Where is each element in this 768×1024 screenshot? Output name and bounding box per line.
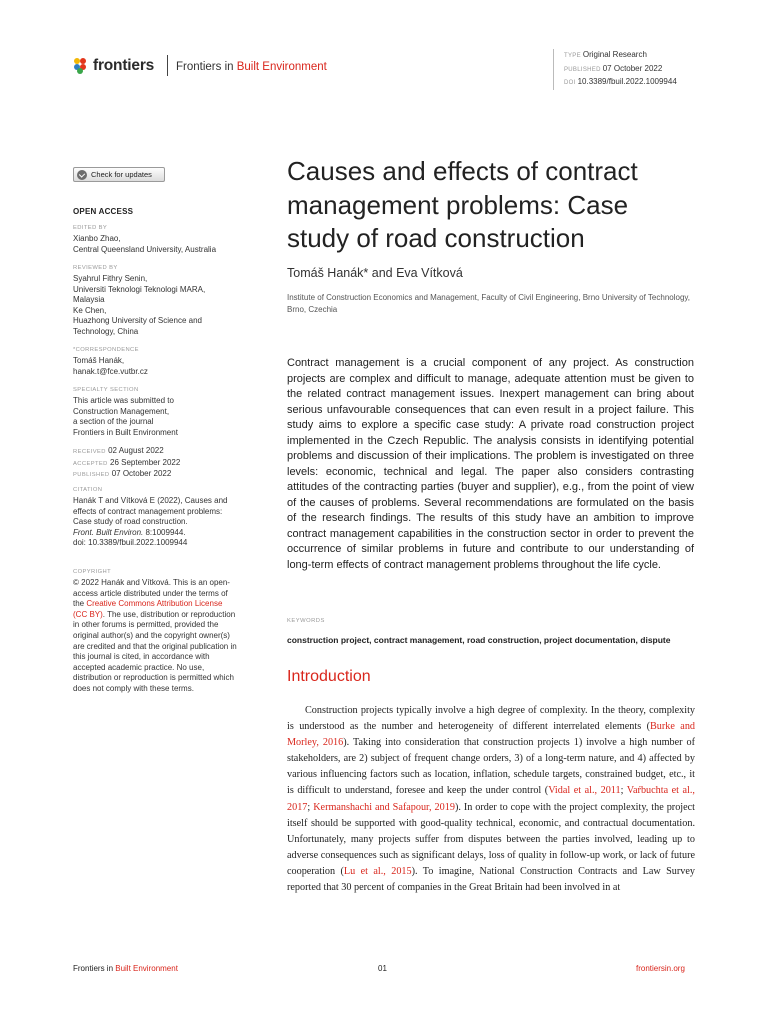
cc-license-link[interactable]: Creative Commons Attribution License (CC BY) bbox=[73, 599, 223, 619]
citation-link[interactable]: Vaŕbuchta et al., 2017 bbox=[287, 785, 695, 813]
specialty-section bbox=[73, 386, 238, 438]
citation-link[interactable]: Kermanshachi and Safapour, 2019 bbox=[313, 801, 455, 813]
specialty-line: Frontiers in Built Environment bbox=[73, 427, 178, 437]
frontiers-dots-icon bbox=[74, 58, 90, 74]
correspondence-section bbox=[73, 346, 238, 377]
copyright-text-2: . The use, distribution or reproduction in other forums is permitted, provided the original author(s) and the copyright owner(s) are credited and that the original publication in this journal is cited, in accordance with accepted academic practice. No use, distribution or reproduction is permitted which does not comply with these terms. bbox=[73, 609, 237, 693]
authors[interactable]: Tomáš Hanák* and Eva Vítková bbox=[287, 266, 463, 280]
journal-name[interactable] bbox=[176, 61, 327, 73]
specialty-label: SPECIALTY SECTION bbox=[73, 387, 139, 393]
citation-link[interactable]: Vidal et al., 2011 bbox=[548, 785, 621, 797]
editor-name: Xianbo Zhao, bbox=[73, 234, 121, 243]
article-meta bbox=[553, 49, 677, 90]
doi-value[interactable]: 10.3389/fbuil.2022.1009944 bbox=[577, 77, 677, 86]
received-date: 02 August 2022 bbox=[108, 446, 164, 455]
keywords: construction project, contract management, road construction, project documentation, dispute bbox=[287, 635, 671, 645]
citation-main: Hanák T and Vítková E (2022), Causes and effects of contract management problems: Case study of road construction. bbox=[73, 496, 228, 527]
open-access-label: OPEN ACCESS bbox=[73, 207, 134, 216]
citation-text bbox=[73, 496, 238, 549]
citation-label: CITATION bbox=[73, 487, 103, 493]
editor-affiliation: Central Queensland University, Australia bbox=[73, 244, 217, 254]
specialty-line: This article was submitted to bbox=[73, 396, 174, 405]
intro-text: ). Taking into consideration that construction projects 1) involve a high number of stakeholders, are 2) subject of frequent change orders, 3) of a long-term nature, and 4) affected by various influencing factors such as location, inflation, schedule targets, constrained budget, etc., it is difficult to understand, foresee and keep the under control ( bbox=[287, 737, 695, 797]
edited-by-section bbox=[73, 224, 238, 255]
frontiers-logo[interactable] bbox=[74, 57, 154, 75]
reviewed-by-label: REVIEWED BY bbox=[73, 265, 118, 271]
article-title: Causes and effects of contract management problems: Case study of road construction bbox=[287, 156, 638, 253]
correspondent-name: Tomáš Hanák, bbox=[73, 356, 125, 365]
citation-link[interactable]: Burke and Morley, 2016 bbox=[287, 721, 696, 749]
introduction-heading: Introduction bbox=[287, 668, 371, 685]
citation-doi[interactable]: doi: 10.3389/fbuil.2022.1009944 bbox=[73, 538, 188, 548]
type-value: Original Research bbox=[582, 50, 647, 59]
abstract: Contract management is a crucial component of any project. As construction projects are complex and difficult to manage, adequate attention must be given to the related contract management issues. Inexpert management can bring about serious unfavourable consequences that can even result in a project failure. This study aims to explore a specific case study: A private road construction project implemented in the Czech Republic. The analysis consists in identifying potential problems and discussion of their implications. The problem is investigated on three levels: economic, technical and legal. The paper also considers contrasting attitudes of the contracting parties (buyer and supplier), e.g., from the point of view of the causes of problems. Several recommendations are formulated on the basis of the research findings. The results of this study have an ambition to improve contract management capabilities in the construction sector in order to prevent the occurrence of similar problems in future and contribute to our understanding of long-term effects of contract management problems throughout the life cycle. bbox=[287, 357, 694, 571]
reviewed-by-section bbox=[73, 264, 238, 338]
edited-by-label: EDITED BY bbox=[73, 225, 108, 231]
published-value: 07 October 2022 bbox=[602, 63, 663, 73]
reviewer-line: Universiti Teknologi Teknologi MARA, bbox=[73, 284, 206, 294]
intro-text: ). To imagine, National Construction Contracts and Law Survey reported that 30 percent of companies in the Great Britain had been involved in at bbox=[287, 865, 696, 894]
specialty-line: Construction Management, bbox=[73, 406, 170, 416]
site-link[interactable]: frontiersin.org bbox=[636, 964, 685, 973]
reviewer-line: Syahrul Fithry Senin, bbox=[73, 274, 148, 283]
copyright-text-1: © 2022 Hanák and Vítková. This is an open-access article distributed under the terms of the bbox=[73, 578, 230, 609]
journal-title: Built Environment bbox=[236, 61, 327, 73]
citation-section bbox=[73, 486, 238, 549]
reviewer-line: Malaysia bbox=[73, 295, 105, 305]
accepted-date: 26 September 2022 bbox=[110, 457, 181, 467]
affiliation: Institute of Construction Economics and Management, Faculty of Civil Engineering, Brno University of Technology, Brno, Czechia bbox=[287, 293, 691, 314]
page-number: 01 bbox=[378, 964, 387, 973]
published-label: PUBLISHED bbox=[73, 472, 110, 479]
specialty-line: a section of the journal bbox=[73, 417, 154, 427]
check-for-updates-label: Check for updates bbox=[91, 170, 152, 179]
copyright-text bbox=[73, 578, 238, 695]
citation-separator: ; bbox=[307, 801, 314, 813]
intro-text: Construction projects typically involve a high degree of complexity. In the theory, complexity is understood as the number and heterogeneity of different interrelated elements ( bbox=[287, 705, 695, 733]
check-for-updates-button[interactable] bbox=[73, 167, 165, 182]
footer-journal-prefix: Frontiers in bbox=[73, 964, 116, 973]
dates-section bbox=[73, 446, 238, 481]
intro-text: ). In order to cope with the project complexity, the project itself should be supported with good-quality technical, economic, and contractual documentation. Unfortunately, many projects suffer from disputes between the parties involved, leading up to adverse consequences such as significant delays, loss of quality in follow-up work, or lack of future cooperation ( bbox=[287, 801, 695, 877]
published-date: 07 October 2022 bbox=[111, 469, 172, 479]
copyright-section bbox=[73, 568, 238, 695]
type-label: TYPE bbox=[564, 53, 581, 59]
published-label: PUBLISHED bbox=[564, 66, 601, 73]
correspondent-email[interactable]: hanak.t@fce.vutbr.cz bbox=[73, 366, 148, 376]
citation-journal: Front. Built Environ. bbox=[73, 527, 144, 537]
copyright-label: COPYRIGHT bbox=[73, 569, 112, 575]
received-label: RECEIVED bbox=[73, 449, 106, 455]
citation-volume: 8:1009944. bbox=[143, 527, 186, 537]
keywords-label: KEYWORDS bbox=[287, 618, 325, 624]
check-icon bbox=[77, 170, 87, 180]
reviewer-line: Technology, China bbox=[73, 326, 139, 336]
header-divider bbox=[167, 55, 168, 76]
reviewer-line: Huazhong University of Science and bbox=[73, 316, 202, 326]
citation-separator: ; bbox=[620, 785, 627, 797]
accepted-label: ACCEPTED bbox=[73, 460, 108, 467]
introduction-paragraph bbox=[287, 703, 695, 896]
citation-link[interactable]: Lu et al., 2015 bbox=[343, 865, 412, 877]
brand-name: frontiers bbox=[93, 57, 155, 74]
footer-journal-name: Built Environment bbox=[115, 964, 178, 973]
footer-journal[interactable] bbox=[73, 964, 178, 973]
reviewer-line: Ke Chen, bbox=[73, 305, 107, 315]
correspondence-label: *CORRESPONDENCE bbox=[73, 347, 139, 353]
doi-label: DOI bbox=[564, 80, 576, 86]
journal-prefix: Frontiers in bbox=[176, 61, 237, 73]
